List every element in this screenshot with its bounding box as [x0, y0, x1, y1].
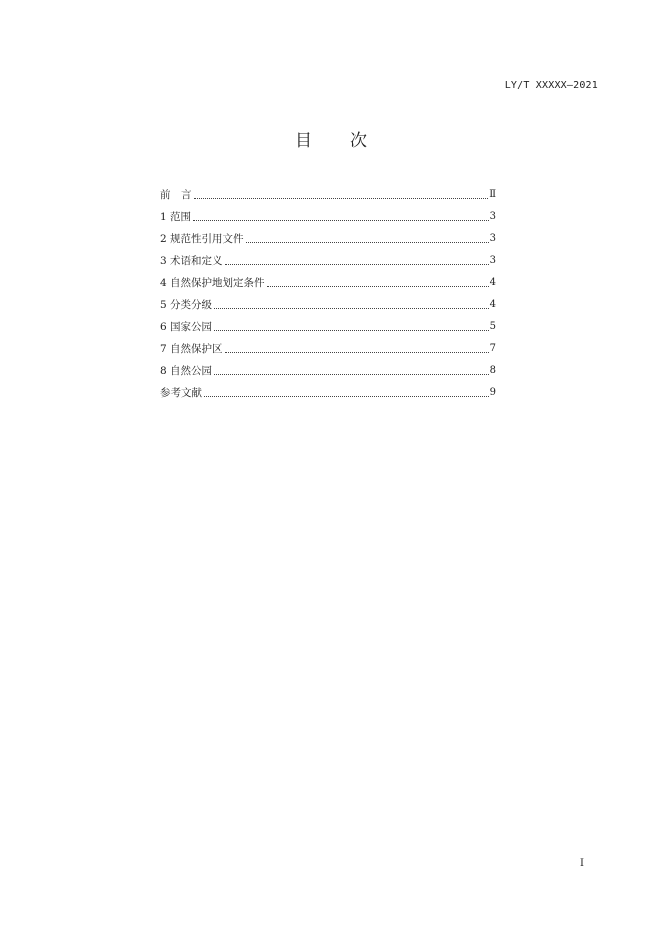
toc-title	[0, 126, 662, 151]
toc-entry-label: 参考文献	[160, 387, 202, 399]
toc-entry-label: 8 自然公园	[160, 365, 213, 377]
toc-entry-foreword[interactable]	[160, 180, 496, 202]
toc-leader-dots	[225, 264, 489, 265]
toc-entry-national-park[interactable]	[160, 312, 496, 334]
toc-entry-label: 3 术语和定义	[160, 255, 223, 267]
toc-entry-label: 前 言	[160, 189, 192, 201]
toc-entry-page: 3	[489, 255, 496, 266]
toc-entry-label: 4 自然保护地划定条件	[160, 277, 265, 289]
toc-entry-page: 4	[489, 299, 496, 310]
toc-entry-scope[interactable]	[160, 202, 496, 224]
toc-title-part2: 次	[350, 131, 367, 151]
toc-entry-page: 8	[489, 365, 496, 376]
toc-leader-dots	[214, 374, 489, 375]
toc-entry-terms-definitions[interactable]	[160, 246, 496, 268]
toc-entry-label: 6 国家公园	[160, 321, 213, 333]
toc-leader-dots	[214, 308, 489, 309]
toc-entry-classification[interactable]	[160, 290, 496, 312]
toc-entry-page: 4	[489, 277, 496, 288]
toc-entry-page: 3	[489, 211, 496, 222]
toc-title-part1: 目	[295, 131, 312, 151]
toc-leader-dots	[267, 286, 489, 287]
toc-entry-page: 9	[489, 387, 496, 398]
document-code: LY/T XXXXX—2021	[504, 80, 598, 91]
toc-leader-dots	[193, 220, 489, 221]
toc-leader-dots	[204, 396, 489, 397]
toc-entry-natural-park[interactable]	[160, 356, 496, 378]
toc-leader-dots	[194, 198, 489, 199]
toc-entry-bibliography[interactable]	[160, 378, 496, 400]
toc-entry-page: Ⅱ	[489, 189, 496, 200]
toc-entry-label: 1 范围	[160, 211, 192, 223]
toc-leader-dots	[214, 330, 489, 331]
toc-entry-label: 2 规范性引用文件	[160, 233, 244, 245]
toc-entry-normative-references[interactable]	[160, 224, 496, 246]
toc-entry-designation-conditions[interactable]	[160, 268, 496, 290]
toc-entry-nature-reserve[interactable]	[160, 334, 496, 356]
table-of-contents	[160, 180, 496, 400]
toc-entry-page: 3	[489, 233, 496, 244]
toc-entry-label: 5 分类分级	[160, 299, 213, 311]
toc-leader-dots	[225, 352, 489, 353]
page-number: I	[580, 858, 584, 869]
toc-entry-page: 7	[489, 343, 496, 354]
toc-leader-dots	[246, 242, 489, 243]
toc-entry-label: 7 自然保护区	[160, 343, 223, 355]
toc-entry-page: 5	[489, 321, 496, 332]
